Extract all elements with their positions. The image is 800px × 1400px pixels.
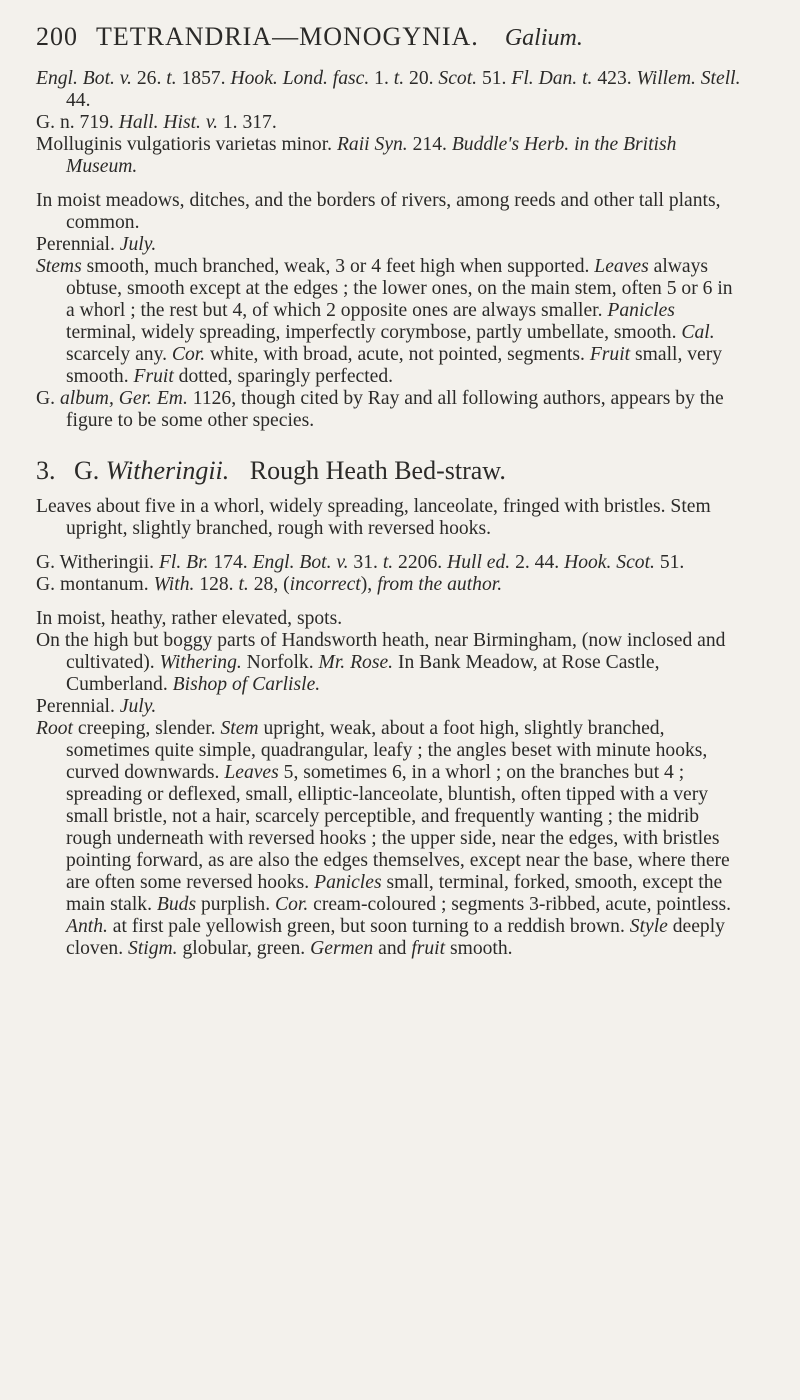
italic-run: Hull ed. [447, 552, 511, 573]
text-run: Perennial. [36, 696, 120, 717]
text-run: Norfolk. [241, 652, 319, 673]
species-heading [36, 456, 742, 486]
text-run: smooth. [445, 938, 513, 959]
text-run: 214. [407, 134, 452, 155]
italic-run: Leaves [594, 256, 649, 277]
text-run: smooth, much branched, weak, 3 or 4 feet high when supported. [81, 256, 595, 277]
text-run: G. Witheringii. [36, 552, 159, 573]
italic-run: Buds [156, 894, 197, 915]
italic-run: Engl. Bot. v. [252, 552, 349, 573]
italic-run: Cor. [171, 344, 206, 365]
paragraph-habitat2 [36, 608, 742, 630]
italic-run: from the author. [377, 574, 503, 595]
paragraph-desc [36, 256, 742, 388]
entry-bottom-text [36, 496, 742, 960]
paragraph-gap [36, 596, 742, 608]
text-run: cream-coloured ; segments 3-ribbed, acute, pointless. [308, 894, 731, 915]
italic-run: Panicles [607, 300, 675, 321]
text-run: 1. [369, 68, 394, 89]
text-run: 2. 44. [510, 552, 565, 573]
text-run: upright, weak, about a foot high, slightly branched, sometimes quite simple, quadrangular, leafy ; the angles beset with minute hooks, curved downwards. [66, 718, 708, 783]
text-run: G. montanum. [36, 574, 154, 595]
text-run: Leaves about five in a whorl, widely spreading, lanceolate, fringed with bristles. Stem upright, slightly branched, rough with reversed hooks. [36, 496, 711, 539]
paragraph-ref5 [36, 574, 742, 596]
italic-run: Stems [36, 256, 82, 277]
text-run: globular, green. [177, 938, 311, 959]
species-number: 3. [36, 456, 56, 485]
paragraph-duration [36, 234, 742, 256]
running-header [36, 22, 742, 52]
text-run: purplish. [196, 894, 275, 915]
italic-run: Raii Syn. [336, 134, 408, 155]
text-run: deeply cloven. [66, 916, 725, 959]
text-run: In moist, heathy, rather elevated, spots. [36, 608, 343, 629]
genus-heading: Galium. [504, 25, 583, 51]
text-run: scarcely any. [66, 344, 172, 365]
text-run: 51. [477, 68, 512, 89]
italic-run: Bishop of Carlisle. [172, 674, 321, 695]
paragraph-desc2 [36, 718, 742, 960]
species-common-name: Rough Heath Bed-straw. [249, 456, 506, 485]
italic-run: Anth. [66, 916, 108, 937]
text-run: and [373, 938, 412, 959]
italic-run: Style [629, 916, 668, 937]
paragraph-duration2 [36, 696, 742, 718]
paragraph-ref1 [36, 68, 742, 112]
text-run: 1857. [176, 68, 231, 89]
italic-run: Stem [220, 718, 259, 739]
text-run: 31. [348, 552, 383, 573]
text-run: 2206. [393, 552, 448, 573]
paragraph-spec-char [36, 496, 742, 540]
text-run: Molluginis vulgatioris varietas minor. [36, 134, 337, 155]
italic-run: With. [153, 574, 195, 595]
paragraph-ref2 [36, 112, 742, 134]
text-run: at first pale yellowish green, but soon turning to a reddish brown. [107, 916, 630, 937]
italic-run: Willem. Stell. [636, 68, 741, 89]
italic-run: Mr. Rose. [318, 652, 394, 673]
text-run: In moist meadows, ditches, and the borders of rivers, among reeds and other tall plants, common. [36, 190, 721, 233]
text-run: 44. [66, 90, 91, 111]
species-genus: G. [74, 456, 100, 485]
paragraph-gap [36, 540, 742, 552]
paragraph-locality [36, 630, 742, 696]
text-run: In Bank Meadow, at Rose Castle, Cumberland. [66, 652, 660, 695]
paragraph-note [36, 388, 742, 432]
italic-run: Leaves [224, 762, 279, 783]
text-run: 1. 317. [217, 112, 277, 133]
italic-run: Fruit [589, 344, 631, 365]
text-run: On the high but boggy parts of Handsworth heath, near Birmingham, (now inclosed and cultivated). [36, 630, 726, 673]
text-run: always obtuse, smooth except at the edges ; the lower ones, on the main stem, often 5 or 6 in a whorl ; the rest but 4, of which 2 opposite ones are always smaller. [66, 256, 733, 321]
entry-top-text [36, 68, 742, 432]
text-run: small, terminal, forked, smooth, except the main stalk. [66, 872, 723, 915]
italic-run: incorrect [289, 574, 361, 595]
paragraph-ref3 [36, 134, 742, 178]
italic-run: t. [166, 68, 177, 89]
page-number: 200 [36, 22, 78, 51]
italic-run: Fruit [133, 366, 174, 387]
italic-run: Fl. Br. [158, 552, 209, 573]
italic-run: Engl. Bot. v. [36, 68, 132, 89]
text-run: 51. [654, 552, 685, 573]
text-run: ), [360, 574, 378, 595]
species-epithet: Witheringii. [105, 456, 230, 485]
text-run: Perennial. [36, 234, 120, 255]
italic-run: Hall. Hist. v. [118, 112, 218, 133]
paragraph-habitat [36, 190, 742, 234]
italic-run: Hook. Scot. [564, 552, 655, 573]
text-run: 423. [592, 68, 637, 89]
text-run: 128. [194, 574, 239, 595]
paragraph-ref4 [36, 552, 742, 574]
text-run: 28, ( [248, 574, 290, 595]
italic-run: July. [119, 696, 157, 717]
text-run: 26. [131, 68, 167, 89]
italic-run: Scot. [438, 68, 478, 89]
italic-run: Root [36, 718, 74, 739]
italic-run: Stigm. [128, 938, 178, 959]
italic-run: Buddle's Herb. in the British Museum. [66, 134, 677, 177]
italic-run: Withering. [159, 652, 242, 673]
running-title: TETRANDRIA—MONOGYNIA. [96, 22, 479, 51]
text-run: 174. [208, 552, 253, 573]
italic-run: Panicles [314, 872, 382, 893]
text-run: 1126, though cited by Ray and all following authors, appears by the figure to be some other species. [66, 388, 724, 431]
italic-run: album, Ger. Em. [59, 388, 188, 409]
italic-run: t. [393, 68, 405, 89]
italic-run: July. [119, 234, 157, 255]
text-run: creeping, slender. [73, 718, 221, 739]
italic-run: Fl. Dan. t. [511, 68, 593, 89]
text-run: terminal, widely spreading, imperfectly corymbose, partly umbellate, smooth. [66, 322, 682, 343]
italic-run: fruit [411, 938, 446, 959]
text-run: 20. [404, 68, 439, 89]
italic-run: Hook. Lond. fasc. [230, 68, 370, 89]
text-run: 5, sometimes 6, in a whorl ; on the branches but 4 ; spreading or deflexed, small, elliptic-lanceolate, bluntish, often tipped with a very small bristle, not a hair, scarcely perceptible, and frequently wanting ; the midrib rough underneath with reversed hooks ; the upper side, near the edges, with bristles pointing forward, as are also the edges themselves, except near the base, where there are often some reversed hooks. [66, 762, 730, 893]
text-run: dotted, sparingly perfected. [173, 366, 394, 387]
text-run: G. [36, 388, 60, 409]
text-run: white, with broad, acute, not pointed, segments. [205, 344, 590, 365]
italic-run: t. [238, 574, 249, 595]
italic-run: t. [382, 552, 394, 573]
italic-run: Germen [310, 938, 374, 959]
text-run: G. n. 719. [36, 112, 119, 133]
italic-run: Cal. [681, 322, 715, 343]
text-run: small, very smooth. [66, 344, 723, 387]
paragraph-gap [36, 178, 742, 190]
italic-run: Cor. [275, 894, 309, 915]
